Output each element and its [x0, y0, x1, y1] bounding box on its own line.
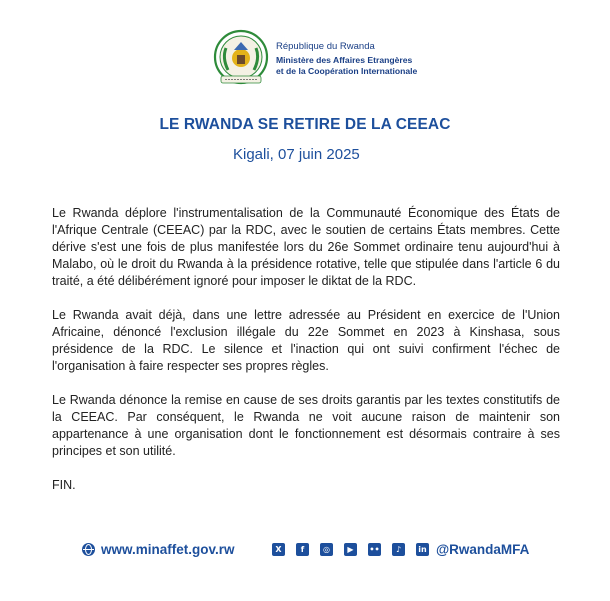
- tiktok-icon[interactable]: ♪: [392, 543, 405, 556]
- republic-label: République du Rwanda: [276, 41, 375, 52]
- social-links: [272, 542, 529, 557]
- globe-icon: [82, 543, 95, 556]
- rwanda-seal-icon: [212, 28, 270, 90]
- paragraph: Le Rwanda dénonce la remise en cause de ses droits garantis par les textes constitutifs de la CEEAC. Par conséquent, le Rwanda ne voit aucune raison de maintenir son appartenance à une organisation dont le fonctionnement est désormais contraire à ses principes et son utilité.: [52, 393, 560, 458]
- website-link[interactable]: [82, 542, 235, 557]
- letterhead: [212, 28, 417, 90]
- social-handle[interactable]: @RwandaMFA: [436, 542, 530, 557]
- statement-body: [52, 205, 560, 511]
- linkedin-icon[interactable]: in: [416, 543, 429, 556]
- ministry-line-2: et de la Coopération Internationale: [276, 66, 418, 76]
- paragraph: Le Rwanda avait déjà, dans une lettre adressée au Président en exercice de l'Union Africaine, dénoncé l'exclusion illégale du 22e Sommet en 2023 à Kinshasa, sous présidence de la RDC. Le silence et l'inaction qui ont suivi confirment l'échec de l'organisation à faire respecter ses propres règles.: [52, 308, 560, 373]
- youtube-icon[interactable]: ▶: [344, 543, 357, 556]
- ministry-line-1: Ministère des Affaires Etrangères: [276, 55, 413, 65]
- closing: FIN.: [52, 478, 76, 492]
- flickr-icon[interactable]: ••: [368, 543, 381, 556]
- website-url[interactable]: www.minaffet.gov.rw: [101, 542, 235, 557]
- dateline: Kigali, 07 juin 2025: [233, 146, 360, 163]
- paragraph: Le Rwanda déplore l'instrumentalisation de la Communauté Économique des États de l'Afrique Centrale (CEEAC) par la RDC, avec le soutien de certains États membres. Cette dérive s'est une fois de plus manifestée lors du 26e Sommet ordinaire tenu aujourd'hui à Malabo, où le droit du Rwanda à la présidence rotative, telle que stipulée dans l'article 6 du traité, a été délibérément ignoré pour imposer le diktat de la RDC.: [52, 206, 560, 288]
- x-icon[interactable]: X: [272, 543, 285, 556]
- instagram-icon[interactable]: ◎: [320, 543, 333, 556]
- footer: [0, 536, 610, 576]
- organization-name: [276, 41, 417, 77]
- document-title: LE RWANDA SE RETIRE DE LA CEEAC: [159, 116, 451, 133]
- facebook-icon[interactable]: f: [296, 543, 309, 556]
